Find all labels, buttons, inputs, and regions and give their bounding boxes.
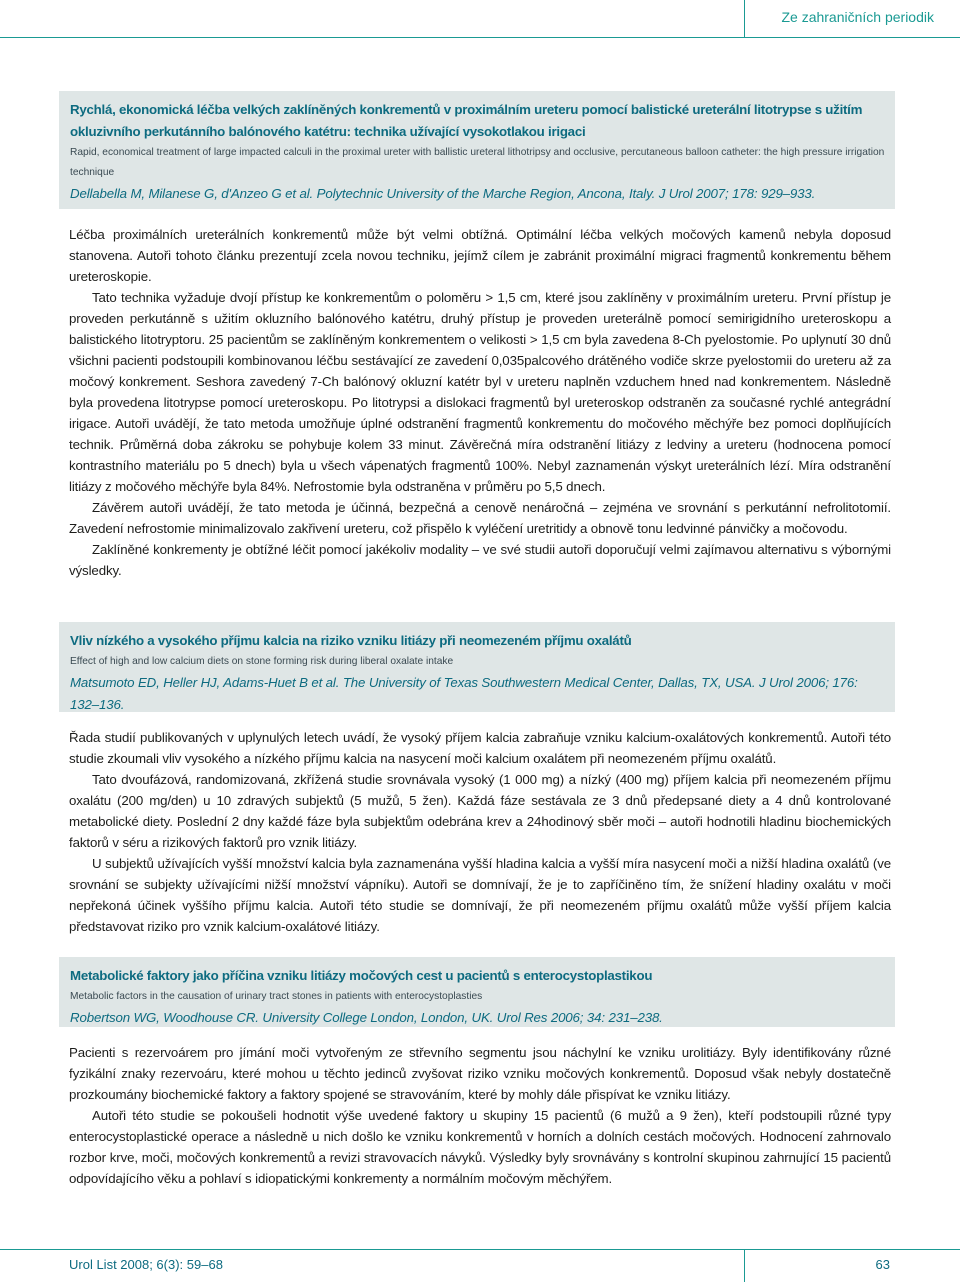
journal-citation: Urol List 2008; 6(3): 59–68 [69, 1257, 223, 1272]
article-2-paragraph: Tato dvoufázová, randomizovaná, zkřížená studie srovnávala vysoký (1 000 mg) a nízký (400 mg) příjem kalcia při neomezeném příjmu oxalátu (200 mg/den) u 10 zdravých subjektů (5 mužů, 5 žen). Každá fáze sestávala ze 3 dnů předepsané diety a 4 dnů kontrolované metabolické diety. Poslední 2 dny každé fáze byla subjektům odebrána krev a 24hodinový sběr moči – autoři hodnotili hladinu biochemických faktorů v séru a rizikových faktorů pro vznik litiázy. [69, 772, 891, 850]
article-1-title-en: Rapid, economical treatment of large impacted calculi in the proximal ureter with ballistic ureteral lithotripsy and occlusive, percutaneous balloon catheter: the high pressure irrigation technique [70, 147, 885, 178]
article-3-title-en: Metabolic factors in the causation of urinary tract stones in patients with enterocystoplasties [70, 991, 483, 1002]
article-1-paragraph: Léčba proximálních ureterálních konkrementů může být velmi obtížná. Optimální léčba velkých močových kamenů nebyla doposud stanovena. Autoři tohoto článku prezentují zcela novou techniku, jejímž cílem je zabránit proximální migraci fragmentů konkrementu během ureteroskopie. [69, 227, 891, 284]
article-1-title: Rychlá, ekonomická léčba velkých zaklíněných konkrementů v proximálním ureteru pomocí balistické ureterální litotrypse s užitím okluzivního perkutánního balónového katétru: technika užívající vysokotlakou irigaci [70, 102, 863, 139]
article-2-title: Vliv nízkého a vysokého příjmu kalcia na riziko vzniku litiázy při neomezeném příjmu oxalátů [70, 633, 632, 648]
article-1-body [69, 224, 891, 581]
header-divider-horizontal [0, 37, 960, 38]
article-3-citation: Robertson WG, Woodhouse CR. University College London, London, UK. Urol Res 2006; 34: 231–238. [70, 1010, 663, 1025]
page-number: 63 [875, 1257, 890, 1272]
article-3-title: Metabolické faktory jako příčina vzniku litiázy močových cest u pacientů s enterocystoplastikou [70, 968, 653, 983]
article-1-citation: Dellabella M, Milanese G, d'Anzeo G et al. Polytechnic University of the Marche Region, Ancona, Italy. J Urol 2007; 178: 929–933. [70, 186, 816, 201]
article-2-citation: Matsumoto ED, Heller HJ, Adams-Huet B et al. The University of Texas Southwestern Medical Center, Dallas, TX, USA. J Urol 2006; 176: 132–136. [70, 675, 858, 712]
footer-divider-horizontal [0, 1249, 960, 1250]
footer-divider-vertical [744, 1249, 745, 1282]
running-head: Ze zahraničních periodik [781, 9, 934, 25]
article-3-header-box [59, 957, 895, 1027]
article-1-paragraph: Zaklíněné konkrementy je obtížné léčit pomocí jakékoliv modality – ve své studii autoři doporučují velmi zajímavou alternativu s výbornými výsledky. [69, 542, 891, 578]
footer [0, 1249, 960, 1282]
article-3-paragraph: Pacienti s rezervoárem pro jímání moči vytvořeným ze střevního segmentu jsou náchylní ke vzniku urolitiázy. Byly identifikovány různé fyzikální znaky rezervoáru, které mohou u těchto jedinců zvyšovat riziko vzniku močových konkrementů. Doposud však nebyly dostatečně prozkoumány biochemické faktory a faktory spojené se stravováním, které by mohly dále přispívat ke vzniku litiázy. [69, 1045, 891, 1102]
article-2-title-en: Effect of high and low calcium diets on stone forming risk during liberal oxalate intake [70, 656, 454, 667]
article-2-header-box [59, 622, 895, 712]
article-3-body [69, 1042, 891, 1189]
article-2-paragraph: Řada studií publikovaných v uplynulých letech uvádí, že vysoký příjem kalcia zabraňuje vzniku kalcium-oxalátových konkrementů. Autoři této studie zkoumali vliv vysokého a nízkého příjmu kalcia na nasycení moči kalcium oxalátem při neomezeném příjmu oxalátů. [69, 730, 891, 766]
article-1-paragraph: Tato technika vyžaduje dvojí přístup ke konkrementům o poloměru > 1,5 cm, které jsou zaklíněny v proximálním ureteru. První přístup je proveden perkutánně s užitím okluzního balónového katétru, druhý přístup je proveden ureterálně pomocí semirigidního ureteroskopu a balistického litotryptoru. 25 pacientům se zaklíněným konkrementem o velikosti > 1,5 cm byla zavedena 8-Ch pyelostomie. Po uplynutí 30 dnů všichni pacienti podstoupili kombinovanou léčbu sestávající ze zavedení 0,035palcového drátěného vodiče skrze pyelostomii do ureteru až za močový konkrement. Seshora zavedený 7-Ch balónový okluzní katétr byl v ureteru naplněn vzduchem hned nad konkrementem. Následně byla provedena litotrypse pomocí ureteroskopu. Po litotrypsi a dislokaci fragmentů byl ureteroskop odstraněn za současné rychlé antegrádní irigace. Autoři uvádějí, že tato metoda umožňuje úplné odstranění fragmentů konkrementu do močového měchýře bez pomoci doplňujících technik. Průměrná doba zákroku se pohybuje kolem 33 minut. Závěrečná míra odstranění litiázy z ledviny a ureteru (hodnocena pomocí kontrastního materiálu po 5 dnech) byla u všech vápenatých fragmentů 100%. Nebyl zaznamenán výskyt ureterálních lézí. Míra odstranění litiázy z močového měchýře byla 84%. Nefrostomie byla odstraněna v průměru po 5,5 dnech. [69, 290, 891, 494]
article-2-paragraph: U subjektů užívajících vyšší množství kalcia byla zaznamenána vyšší hladina kalcia a vyšší míra nasycení moči a nižší hladina oxalátů (ve srovnání se subjekty užívajícími nižší množství vápníku). Autoři se domnívají, že je to zapříčiněno tím, že snížení hladiny oxalátu v moči nepřekoná účinek vyššího příjmu kalcia. Autoři této studie se domnívají, že při neomezeném příjmu oxalátů může vyšší příjem kalcia představovat riziko pro vznik kalcium-oxalátové litiázy. [69, 856, 891, 934]
header-divider-vertical [744, 0, 745, 38]
article-2-body [69, 727, 891, 937]
article-3-paragraph: Autoři této studie se pokoušeli hodnotit výše uvedené faktory u skupiny 15 pacientů (6 mužů a 9 žen), kteří podstoupili různé typy enterocystoplastické operace a následně u nich došlo ke vzniku konkrementů v horních a dolních cestách močových. Hodnocení zahrnovalo rozbor krve, moči, močových konkrementů a revizi stravovacích návyků. Výsledky byly srovnávány s kontrolní skupinou zahrnující 15 pacientů odpovídajícího věku a pohlaví s idiopatickými konkrementy a normálním močovým měchýřem. [69, 1108, 891, 1186]
article-1-paragraph: Závěrem autoři uvádějí, že tato metoda je účinná, bezpečná a cenově nenáročná – zejména ve srovnání s perkutánní nefrolitotomií. Zavedení nefrostomie minimalizovalo zakřivení ureteru, což přispělo k vyléčení uretritidy a obnově tonu ledvinné pánvičky a močovodu. [69, 500, 891, 536]
article-1-header-box [59, 91, 895, 209]
